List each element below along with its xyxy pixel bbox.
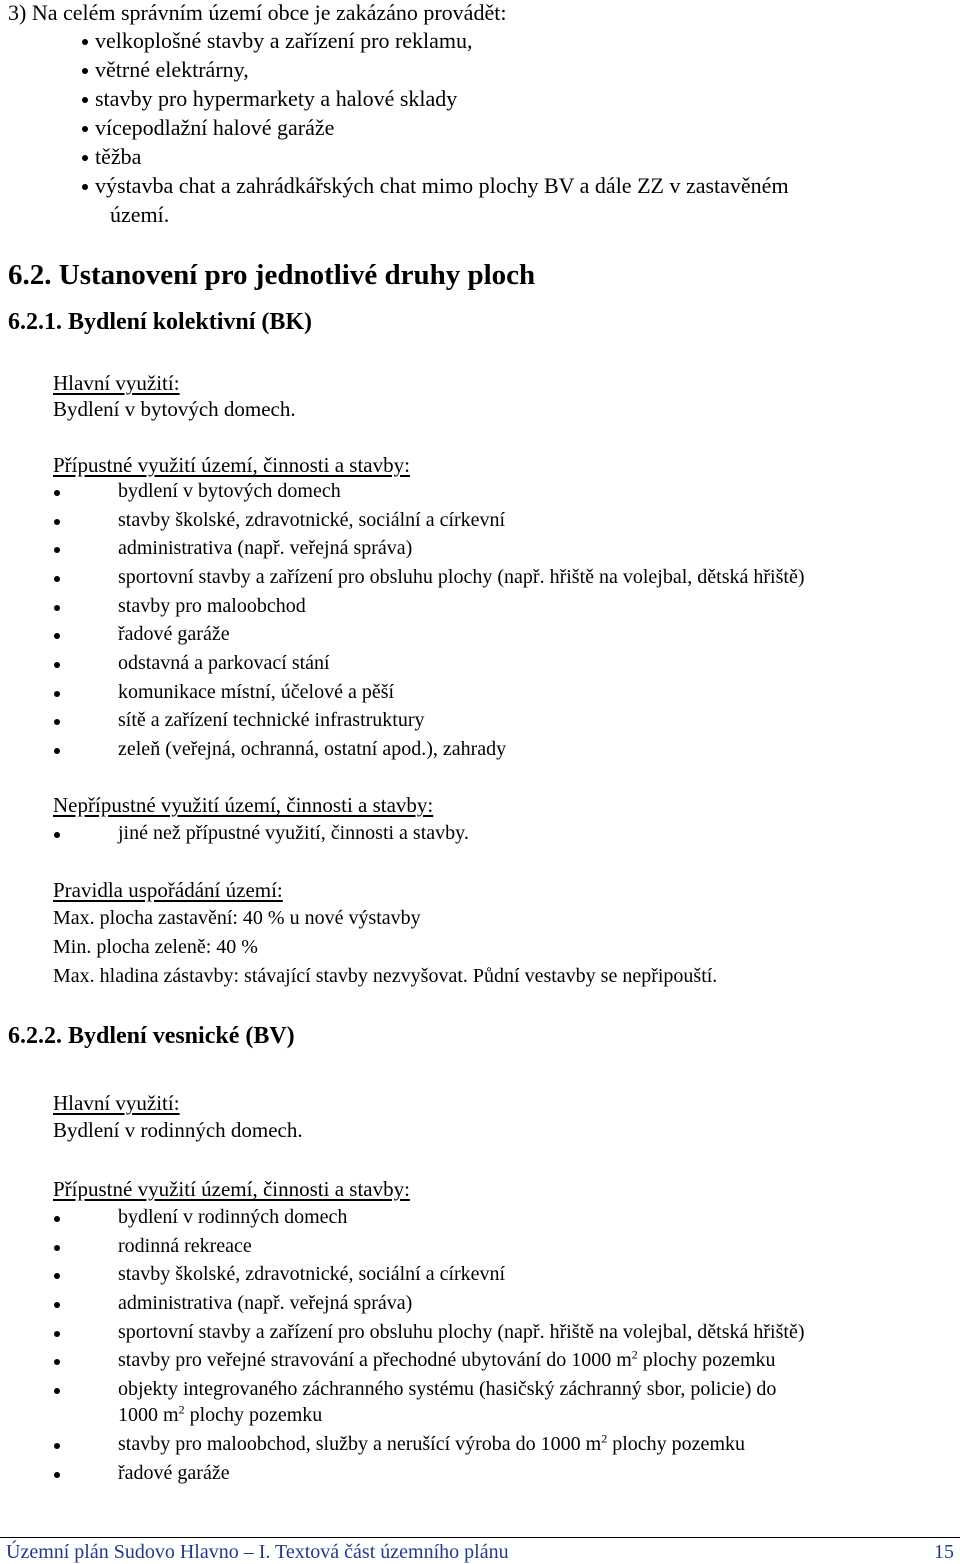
main-use-value: Bydlení v bytových domech. xyxy=(53,397,296,421)
list-item: stavby školské, zdravotnické, sociální a církevní xyxy=(118,1263,506,1285)
section-title: 6.2. Ustanovení pro jednotlivé druhy ploch xyxy=(8,259,536,291)
bullet-icon xyxy=(54,748,60,754)
bullet-icon xyxy=(54,576,60,582)
footer-text: Územní plán Sudovo Hlavno – I. Textová část územního plánu xyxy=(6,1541,509,1563)
bullet-icon xyxy=(54,1216,60,1222)
list-item: stavby školské, zdravotnické, sociální a církevní xyxy=(118,509,506,531)
list-item: sportovní stavby a zařízení pro obsluhu plochy (např. hřiště na volejbal, dětská hřiště) xyxy=(118,566,805,588)
bullet-icon xyxy=(82,39,88,45)
page-number: 15 xyxy=(934,1541,954,1563)
bullet-icon xyxy=(54,1273,60,1279)
bullet-icon xyxy=(54,547,60,553)
bullet-icon xyxy=(54,1388,60,1394)
list-item: větrné elektrárny, xyxy=(95,57,249,82)
bullet-icon xyxy=(54,519,60,525)
list-item: sportovní stavby a zařízení pro obsluhu plochy (např. hřiště na volejbal, dětská hřiště) xyxy=(118,1321,805,1343)
list-item-continuation: území. xyxy=(110,202,170,227)
bullet-icon xyxy=(82,68,88,74)
list-item: odstavná a parkovací stání xyxy=(118,652,330,674)
list-item: řadové garáže xyxy=(118,623,230,645)
list-item: administrativa (např. veřejná správa) xyxy=(118,1292,413,1314)
bullet-icon xyxy=(54,662,60,668)
bullet-icon xyxy=(54,1245,60,1251)
list-item: vícepodlažní halové garáže xyxy=(95,115,335,140)
intro-heading: 3) Na celém správním území obce je zakázáno provádět: xyxy=(8,0,507,25)
list-item: výstavba chat a zahrádkářských chat mimo plochy BV a dále ZZ v zastavěném xyxy=(95,173,789,198)
list-item: komunikace místní, účelové a pěší xyxy=(118,681,395,703)
list-item: těžba xyxy=(95,144,142,169)
allowed-use-label: Přípustné využití území, činnosti a stavby: xyxy=(53,1177,410,1201)
bullet-icon xyxy=(54,490,60,496)
bullet-icon xyxy=(54,719,60,725)
main-use-label: Hlavní využití: xyxy=(53,1091,180,1115)
list-item: stavby pro hypermarkety a halové sklady xyxy=(95,86,458,111)
bullet-icon xyxy=(54,1472,60,1478)
bullet-icon xyxy=(54,1331,60,1337)
list-item: řadové garáže xyxy=(118,1462,230,1484)
list-item: objekty integrovaného záchranného systému (hasičský záchranný sbor, policie) do xyxy=(118,1378,777,1400)
list-item: stavby pro veřejné stravování a přechodné ubytování do 1000 $m^2$ plochy pozemku xyxy=(118,1347,776,1371)
list-item: stavby pro maloobchod, služby a nerušící výroba do 1000 $m^2$ plochy pozemku xyxy=(118,1431,745,1455)
forbidden-use-label: Nepřípustné využití území, činnosti a stavby: xyxy=(53,793,434,817)
main-use-value: Bydlení v rodinných domech. xyxy=(53,1118,303,1142)
bullet-icon xyxy=(54,832,60,838)
subsection-title-bv: 6.2.2. Bydlení vesnické (BV) xyxy=(8,1023,295,1049)
list-item-continuation: 1000 $m^2$ plochy pozemku xyxy=(118,1402,323,1426)
list-item: bydlení v rodinných domech xyxy=(118,1206,348,1228)
rule-line: Max. hladina zástavby: stávající stavby nezvyšovat. Půdní vestavby se nepřipouští. xyxy=(53,965,718,987)
list-item: jiné než přípustné využití, činnosti a stavby. xyxy=(118,822,469,844)
list-item: zeleň (veřejná, ochranná, ostatní apod.), zahrady xyxy=(118,738,507,760)
list-item: bydlení v bytových domech xyxy=(118,480,341,502)
list-item: sítě a zařízení technické infrastruktury xyxy=(118,709,425,731)
bullet-icon xyxy=(54,1359,60,1365)
rules-label: Pravidla uspořádání území: xyxy=(53,878,283,902)
bullet-icon xyxy=(82,97,88,103)
bullet-icon xyxy=(54,691,60,697)
bullet-icon xyxy=(82,126,88,132)
bullet-icon xyxy=(82,155,88,161)
rule-line: Max. plocha zastavění: 40 % u nové výstavby xyxy=(53,907,421,929)
bullet-icon xyxy=(54,633,60,639)
list-item: rodinná rekreace xyxy=(118,1235,252,1257)
bullet-icon xyxy=(54,605,60,611)
allowed-use-label: Přípustné využití území, činnosti a stavby: xyxy=(53,453,410,477)
list-item: velkoplošné stavby a zařízení pro reklamu, xyxy=(95,28,473,53)
list-item: administrativa (např. veřejná správa) xyxy=(118,537,413,559)
bullet-icon xyxy=(54,1302,60,1308)
rule-line: Min. plocha zeleně: 40 % xyxy=(53,936,258,958)
footer-divider xyxy=(0,1537,960,1538)
bullet-icon xyxy=(82,184,88,190)
subsection-title-bk: 6.2.1. Bydlení kolektivní (BK) xyxy=(8,309,313,335)
main-use-label: Hlavní využití: xyxy=(53,371,180,395)
bullet-icon xyxy=(54,1443,60,1449)
list-item: stavby pro maloobchod xyxy=(118,595,306,617)
